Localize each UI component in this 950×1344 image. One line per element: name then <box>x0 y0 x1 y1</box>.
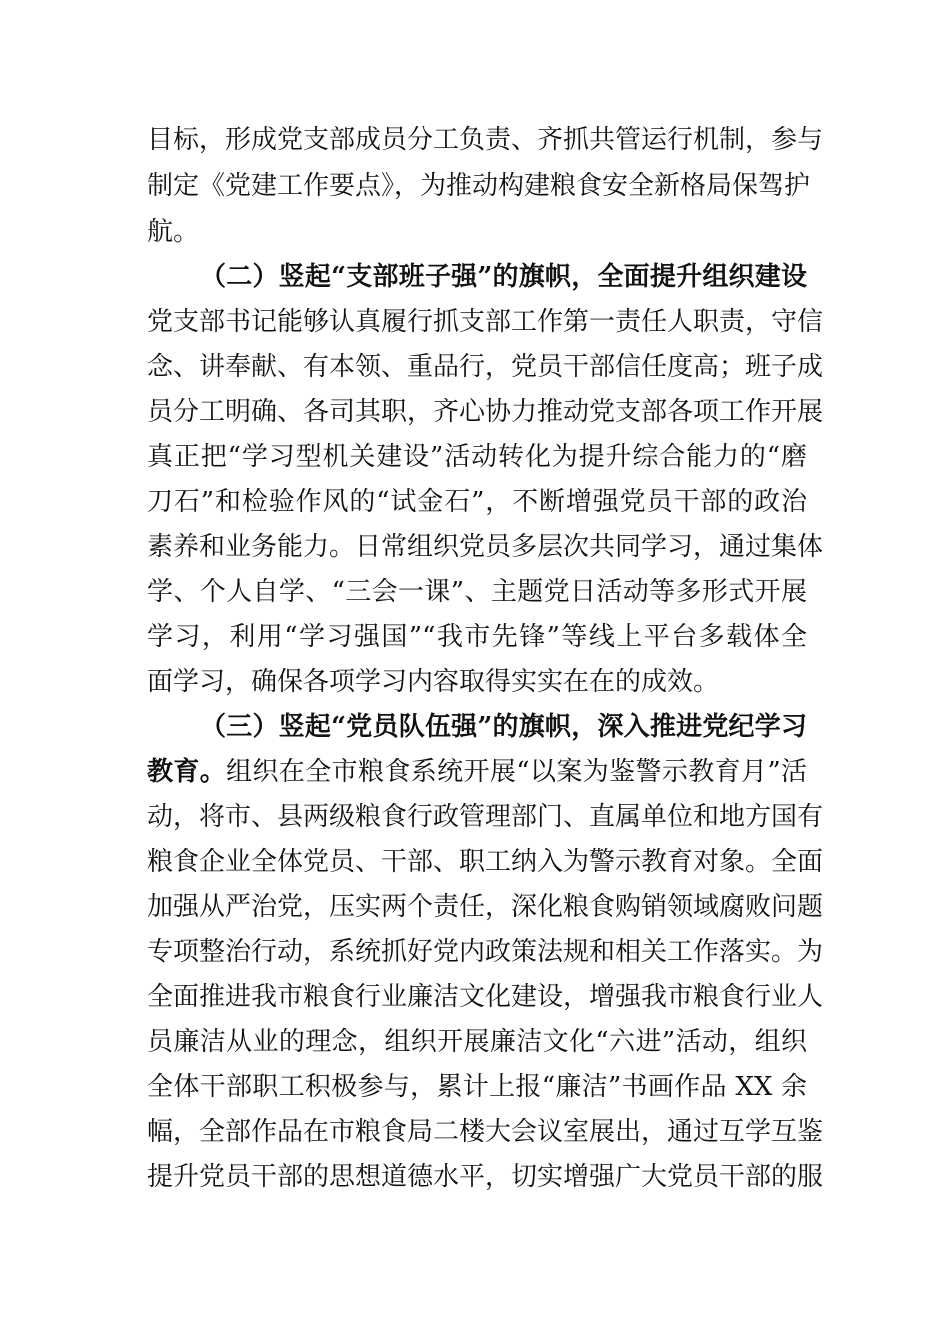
body-text-line: 学、个人自学、“三会一课”、主题党日活动等多形式开展 <box>147 577 807 607</box>
body-text-line: 面学习，确保各项学习内容取得实实在在的成效。 <box>147 667 720 697</box>
section-heading-three: （三）竖起“党员队伍强”的旗帜，深入推进党纪学习 <box>200 712 807 742</box>
body-text-line: 提升党员干部的思想道德水平，切实增强广大党员干部的服 <box>147 1162 824 1192</box>
body-text-line: 党支部书记能够认真履行抓支部工作第一责任人职责，守信 <box>147 307 824 337</box>
body-text-line: 制定《党建工作要点》，为推动构建粮食安全新格局保驾护 <box>147 171 811 201</box>
body-text-line: 素养和业务能力。日常组织党员多层次共同学习，通过集体 <box>147 532 824 562</box>
section-heading-three-tail: 教育。 <box>147 757 227 787</box>
body-text-line: 动，将市、县两级粮食行政管理部门、直属单位和地方国有 <box>147 802 824 832</box>
body-text-line: 航。 <box>147 217 200 247</box>
body-text-line: 幅，全部作品在市粮食局二楼大会议室展出，通过互学互鉴 <box>147 1117 824 1147</box>
body-text-line: 刀石”和检验作风的“试金石”，不断增强党员干部的政治 <box>147 487 807 517</box>
body-text-line: 全体干部职工积极参与，累计上报“廉洁”书画作品 XX 余 <box>147 1072 807 1102</box>
body-text-line: 专项整治行动，系统抓好党内政策法规和相关工作落实。为 <box>147 937 824 967</box>
body-text-line-mixed <box>147 750 807 795</box>
body-text-line: 学习，利用“学习强国”“我市先锋”等线上平台多载体全 <box>147 622 807 652</box>
body-text-line: 员分工明确、各司其职，齐心协力推动党支部各项工作开展 <box>147 397 824 427</box>
body-text-line: 目标，形成党支部成员分工负责、齐抓共管运行机制，参与 <box>147 125 824 155</box>
body-text-line: 全面推进我市粮食行业廉洁文化建设，增强我市粮食行业人 <box>147 982 824 1012</box>
body-text-fragment: 组织在全市粮食系统开展“以案为鉴警示教育月”活 <box>226 757 807 787</box>
body-text-line: 粮食企业全体党员、干部、职工纳入为警示教育对象。全面 <box>147 847 824 877</box>
section-heading-two: （二）竖起“支部班子强”的旗帜，全面提升组织建设 <box>200 262 807 292</box>
body-text-line: 员廉洁从业的理念，组织开展廉洁文化“六进”活动，组织 <box>147 1027 807 1057</box>
body-text-line: 真正把“学习型机关建设”活动转化为提升综合能力的“磨 <box>147 442 807 472</box>
body-text-line: 加强从严治党，压实两个责任，深化粮食购销领域腐败问题 <box>147 892 824 922</box>
body-text-line: 念、讲奉献、有本领、重品行，党员干部信任度高；班子成 <box>147 352 824 382</box>
